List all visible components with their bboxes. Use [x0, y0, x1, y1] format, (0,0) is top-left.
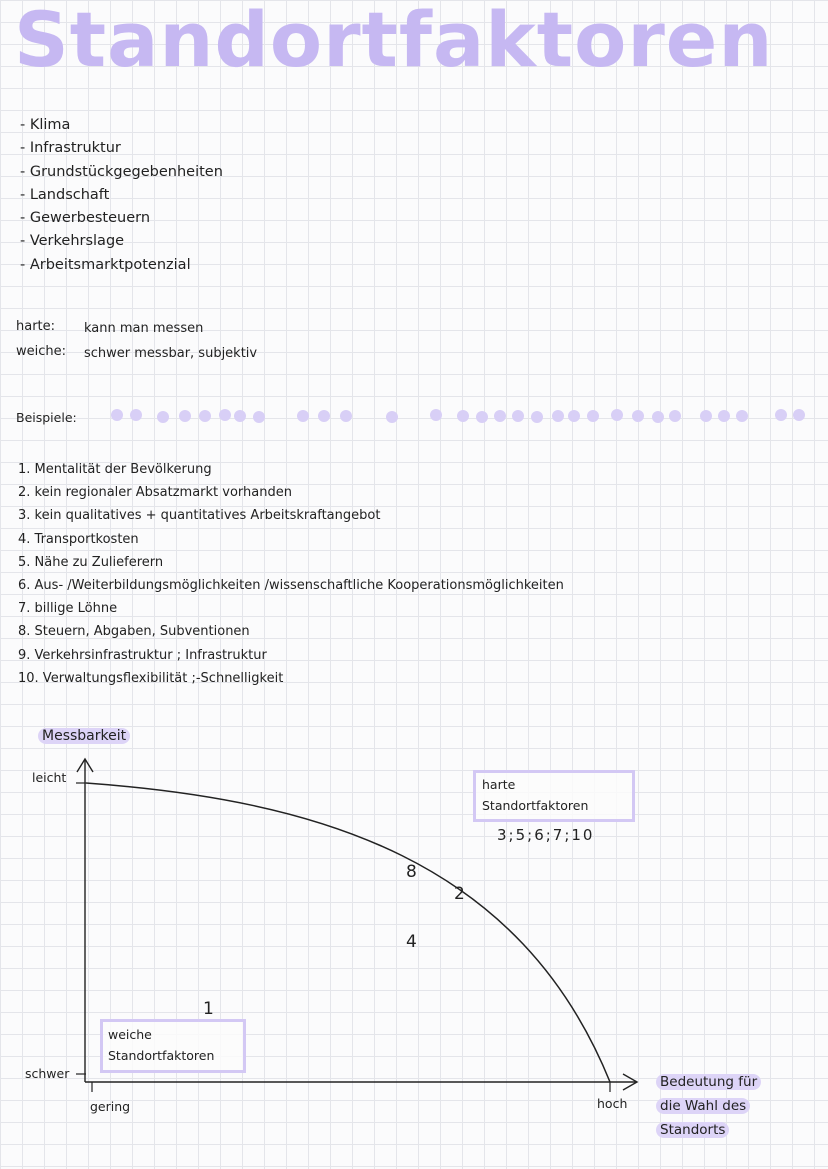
- x-label-right: hoch: [597, 1096, 628, 1111]
- hard-factors-box: harte Standortfaktoren: [473, 770, 635, 822]
- y-label-top: leicht: [32, 770, 67, 785]
- marker-2: 2: [454, 884, 465, 904]
- list-item: - Grundstückgegebenheiten: [20, 163, 223, 180]
- list-item: 9. Verkehrsinfrastruktur ; Infrastruktur: [18, 647, 267, 663]
- list-item: 8. Steuern, Abgaben, Subventionen: [18, 624, 250, 640]
- page-title: Standortfaktoren: [14, 0, 774, 84]
- marker-4: 4: [406, 932, 417, 952]
- list-item: 1. Mentalität der Bevölkerung: [18, 462, 212, 477]
- list-item: 7. billige Löhne: [18, 601, 118, 617]
- list-item: 3. kein qualitatives + quantitatives Arbeitskraftangebot: [18, 508, 381, 524]
- harte-label: harte:: [16, 319, 56, 334]
- harte-text: kann man messen: [84, 321, 204, 336]
- list-item: - Landschaft: [20, 186, 110, 203]
- list-item: 4. Transportkosten: [18, 531, 139, 547]
- y-axis-title: Messbarkeit: [38, 728, 130, 744]
- list-item: - Verkehrslage: [20, 233, 125, 250]
- list-item: 5. Nähe zu Zulieferern: [18, 554, 164, 570]
- weiche-label: weiche:: [16, 344, 67, 359]
- list-item: 2. kein regionaler Absatzmarkt vorhanden: [18, 485, 292, 501]
- list-item: 10. Verwaltungsflexibilität ;-Schnelligkeit: [18, 670, 284, 686]
- soft-factors-box: weiche Standortfaktoren: [100, 1019, 246, 1073]
- weiche-text: schwer messbar, subjektiv: [84, 346, 258, 361]
- y-label-bottom: schwer: [25, 1066, 70, 1081]
- list-item: 6. Aus- /Weiterbildungsmöglichkeiten /wissenschaftliche Kooperationsmöglichkeiten: [18, 578, 564, 594]
- hard-factor-numbers: 3;5;6;7;10: [497, 826, 595, 844]
- list-item: - Infrastruktur: [20, 140, 121, 157]
- list-item: - Gewerbesteuern: [20, 210, 151, 227]
- marker-8: 8: [406, 862, 417, 882]
- list-item: - Arbeitsmarktpotenzial: [20, 256, 191, 273]
- marker-1: 1: [203, 999, 214, 1019]
- list-item: - Klima: [20, 117, 71, 133]
- examples-label: Beispiele:: [16, 410, 77, 425]
- x-axis-title: Bedeutung für die Wahl des Standorts: [656, 1070, 761, 1142]
- x-label-left: gering: [90, 1099, 131, 1114]
